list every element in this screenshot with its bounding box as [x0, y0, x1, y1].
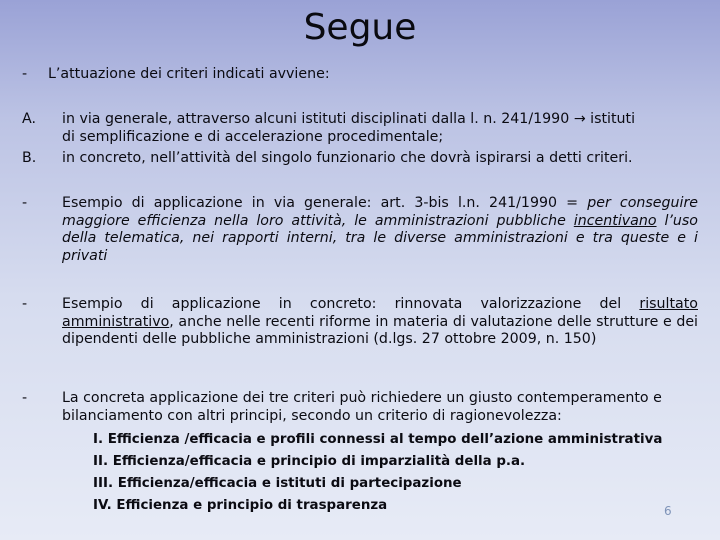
example-concrete-text	[62, 296, 698, 349]
criterion-2: II. Efficienza/efficacia e principio di imparzialità della p.a.	[93, 454, 526, 469]
risultato-amministrativo-underlined: risultato amministrativo	[62, 296, 698, 330]
intro-text: L’attuazione dei criteri indicati avviene:	[48, 66, 330, 82]
example-concrete-plain: Esempio di applicazione in concreto: rinnovata valorizzazione del	[62, 296, 640, 312]
example-concrete-plain-end: , anche nelle recenti riforme in materia di valutazione delle strutture e dei dipendenti delle pubbliche amministrazioni (d.lgs. 27 ottobre 2009, n. 150)	[62, 313, 698, 347]
item-b-text: in concreto, nell’attività del singolo funzionario che dovrà ispirarsi a detti criteri.	[62, 150, 633, 166]
example-general-italic-end: l’uso della telematica, nei rapporti interni, tra le diverse amministrazioni e tra queste e i privati	[62, 212, 698, 264]
concrete-application-text: La concreta applicazione dei tre criteri può richiedere un giusto contemperamento e bilanciamento con altri principi, secondo un criterio di ragionevolezza:	[62, 390, 662, 424]
example-general-text	[62, 195, 698, 265]
page-number: 6	[664, 504, 672, 518]
dash-marker: -	[22, 195, 28, 211]
criterion-4: IV. Efficienza e principio di trasparenza	[93, 498, 388, 513]
dash-marker: -	[22, 66, 28, 82]
example-general-plain: Esempio di applicazione in via generale: art. 3-bis l.n. 241/1990 =	[62, 195, 588, 211]
criterion-3: III. Efficienza/efficacia e istituti di partecipazione	[93, 476, 462, 491]
item-a-line2: di semplificazione e di accelerazione procedimentale;	[62, 128, 444, 145]
item-b-marker: B.	[22, 150, 37, 166]
item-a-line1: in via generale, attraverso alcuni istituti disciplinati dalla l. n. 241/1990 → istituti	[62, 111, 636, 127]
criterion-1: I. Efficienza /efficacia e profili connessi al tempo dell’azione amministrativa	[93, 432, 663, 447]
dash-marker: -	[22, 390, 28, 406]
incentivano-underlined: incentivano	[573, 212, 657, 229]
item-a-marker: A.	[22, 111, 36, 127]
example-general-italic: per conseguire maggiore efficienza nella loro attività, le amministrazioni pubbliche	[62, 195, 699, 229]
dash-marker: -	[22, 296, 28, 312]
slide-title: Segue	[303, 7, 417, 48]
item-a-text	[62, 111, 698, 146]
